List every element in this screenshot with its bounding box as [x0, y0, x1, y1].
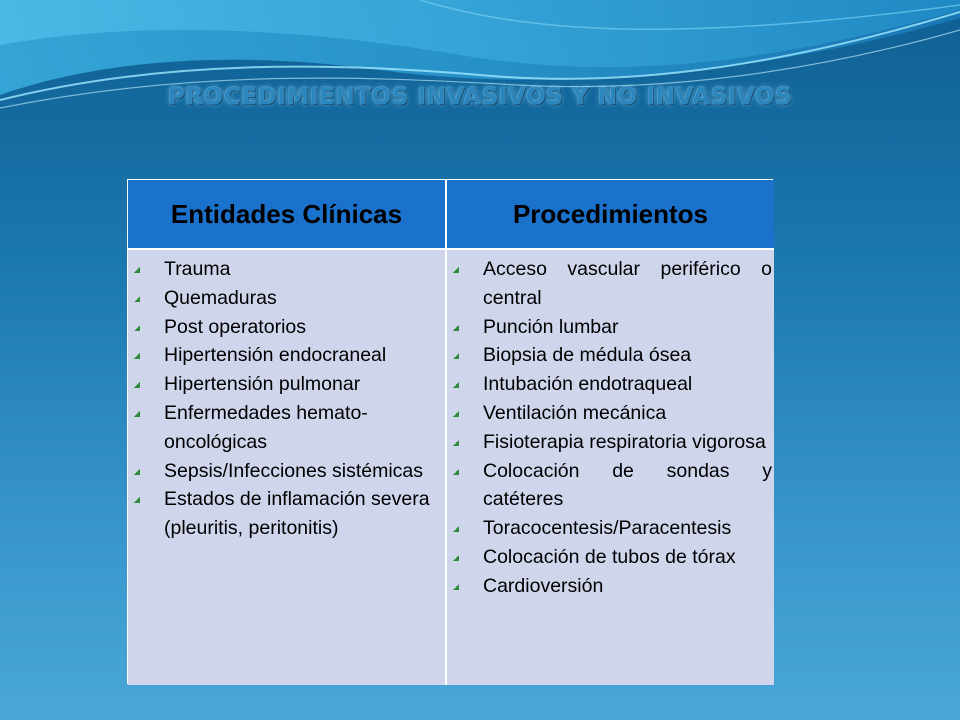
list-item-text: Colocación de tubos de tórax: [483, 545, 736, 568]
list-item-text: Colocación de sondas y catéteres: [483, 459, 772, 511]
entidades-list: [128, 250, 445, 543]
list-item: [134, 457, 439, 486]
list-item: [134, 255, 439, 284]
bullet-icon: [134, 497, 140, 503]
bullet-icon: [134, 267, 140, 273]
bullet-icon: [453, 469, 459, 475]
list-item: [134, 313, 439, 342]
list-item: [453, 572, 772, 601]
cell-entidades: [128, 250, 447, 685]
bullet-icon: [453, 440, 459, 446]
list-item-text: Toracocentesis/Paracentesis: [483, 517, 732, 540]
bullet-icon: [453, 382, 459, 388]
list-item-text: Estados de inflamación severa (pleuritis, peritonitis): [164, 488, 430, 540]
bullet-icon: [134, 296, 140, 302]
header-entidades-clinicas: Entidades Clínicas: [128, 180, 447, 250]
slide-title: PROCEDIMIENTOS INVASIVOS Y NO INVASIVOS: [167, 84, 793, 110]
bullet-icon: [453, 267, 459, 273]
bullet-icon: [134, 382, 140, 388]
bullet-icon: [453, 584, 459, 590]
list-item-text: Punción lumbar: [483, 315, 619, 338]
list-item-text: Quemaduras: [164, 286, 277, 309]
bullet-icon: [453, 353, 459, 359]
list-item: [453, 543, 772, 572]
bullet-icon: [453, 411, 459, 417]
list-item: [453, 514, 772, 543]
list-item-text: Cardioversión: [483, 574, 604, 597]
procedures-table: [127, 179, 773, 684]
list-item-text: Hipertensión endocraneal: [164, 344, 387, 367]
list-item: [134, 284, 439, 313]
list-item-text: Ventilación mecánica: [483, 401, 667, 424]
header-procedimientos: Procedimientos: [447, 180, 774, 250]
bullet-icon: [134, 469, 140, 475]
list-item-text: Post operatorios: [164, 315, 306, 338]
list-item: [453, 255, 772, 313]
bullet-icon: [453, 325, 459, 331]
list-item: [134, 399, 439, 457]
list-item: [453, 341, 772, 370]
list-item-text: Hipertensión pulmonar: [164, 373, 361, 396]
list-item: [453, 399, 772, 428]
list-item-text: Trauma: [164, 258, 231, 280]
list-item-text: Acceso vascular periférico o central: [483, 258, 772, 309]
list-item-text: Intubación endotraqueal: [483, 373, 693, 396]
list-item-text: Biopsia de médula ósea: [483, 344, 692, 367]
list-item-text: Enfermedades hemato-oncológicas: [164, 401, 368, 453]
list-item: [453, 313, 772, 342]
bullet-icon: [453, 555, 459, 561]
bullet-icon: [134, 325, 140, 331]
bullet-icon: [134, 411, 140, 417]
list-item: [453, 370, 772, 399]
list-item: [134, 341, 439, 370]
procedimientos-list: [447, 250, 774, 601]
list-item: [134, 370, 439, 399]
list-item: [134, 485, 439, 543]
list-item: [453, 457, 772, 515]
list-item: [453, 428, 772, 457]
bullet-icon: [134, 353, 140, 359]
cell-procedimientos: [447, 250, 774, 685]
bullet-icon: [453, 526, 459, 532]
list-item-text: Sepsis/Infecciones sistémicas: [164, 459, 424, 482]
list-item-text: Fisioterapia respiratoria vigorosa: [483, 430, 766, 453]
